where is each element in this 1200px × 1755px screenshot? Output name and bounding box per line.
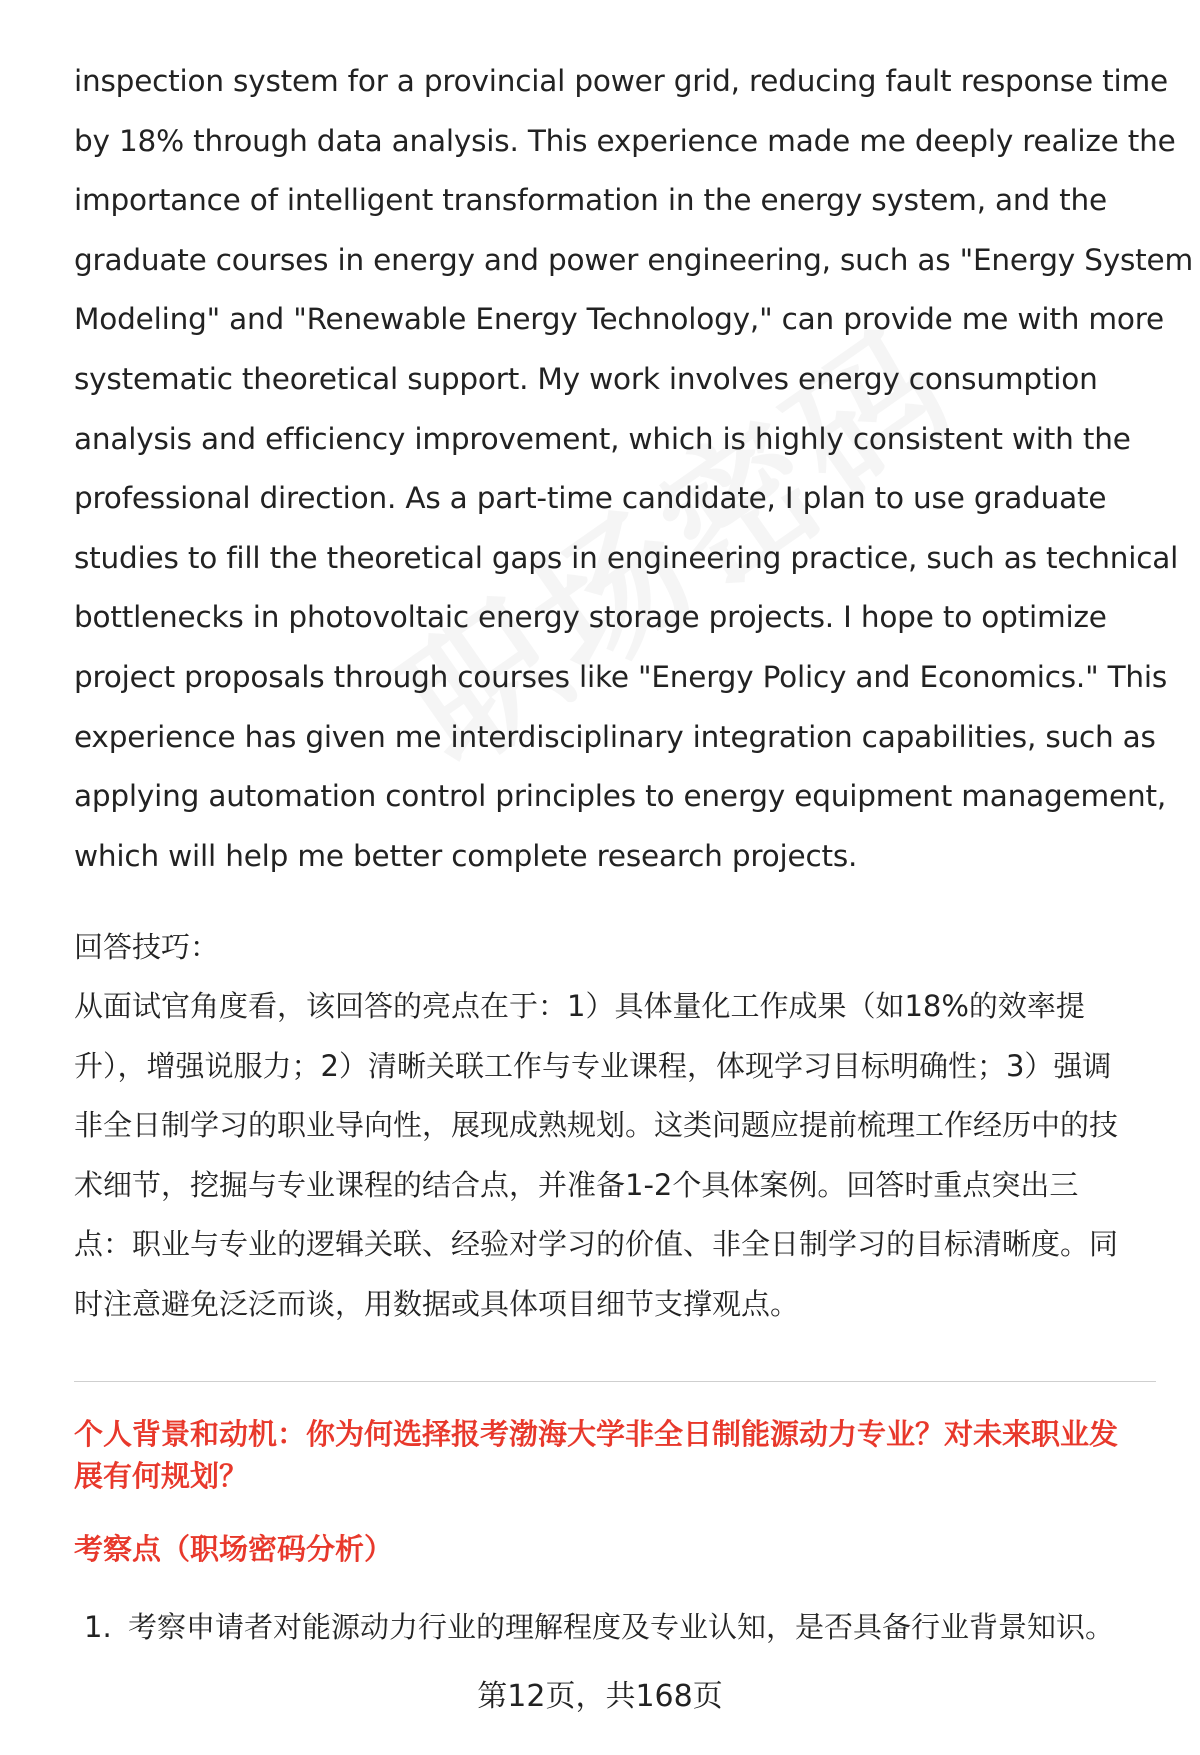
tips-line: 点：职业与专业的逻辑关联、经验对学习的价值、非全日制学习的目标清晰度。同 — [74, 1227, 1119, 1262]
answer-line: applying automation control principles to energy equipment management, — [74, 779, 1167, 814]
answer-line: inspection system for a provincial power grid, reducing fault response time — [74, 64, 1169, 98]
list-item-number: 1. — [84, 1610, 112, 1644]
tips-line: 术细节，挖掘与专业课程的结合点，并准备1-2个具体案例。回答时重点突出三 — [74, 1167, 1079, 1202]
answer-line: bottlenecks in photovoltaic energy storage projects. I hope to optimize — [74, 600, 1107, 635]
tips-line: 非全日制学习的职业导向性，展现成熟规划。这类问题应提前梳理工作经历中的技 — [74, 1108, 1119, 1143]
tips-paragraph — [74, 977, 1164, 1335]
assessment-heading: 考察点（职场密码分析） — [74, 1532, 394, 1566]
tips-line: 从面试官角度看，该回答的亮点在于：1）具体量化工作成果（如18%的效率提 — [74, 989, 1085, 1023]
page-number: 第12页，共168页 — [477, 1679, 723, 1714]
answer-paragraph — [74, 52, 1194, 886]
answer-line: experience has given me interdisciplinary integration capabilities, such as — [74, 719, 1156, 754]
answer-line: systematic theoretical support. My work involves energy consumption — [74, 361, 1098, 396]
question-line: 展有何规划？ — [74, 1459, 249, 1493]
answer-line: which will help me better complete research projects. — [74, 838, 858, 873]
list-item — [84, 1606, 1114, 1648]
list-item-text: 考察申请者对能源动力行业的理解程度及专业认知，是否具备行业背景知识。 — [128, 1610, 1115, 1644]
answer-line: project proposals through courses like "Energy Policy and Economics." This — [74, 659, 1168, 694]
tips-heading: 回答技巧： — [74, 930, 220, 964]
tips-line: 时注意避免泛泛而谈，用数据或具体项目细节支撑观点。 — [74, 1286, 800, 1321]
section-divider — [74, 1381, 1156, 1382]
question-heading — [74, 1413, 1164, 1497]
question-line: 个人背景和动机：你为何选择报考渤海大学非全日制能源动力专业？对未来职业发 — [74, 1417, 1119, 1451]
answer-line: analysis and efficiency improvement, which is highly consistent with the — [74, 421, 1131, 456]
answer-line: studies to fill the theoretical gaps in engineering practice, such as technical — [74, 540, 1179, 575]
answer-line: importance of intelligent transformation in the energy system, and the — [74, 183, 1107, 218]
answer-line: professional direction. As a part-time candidate, I plan to use graduate — [74, 481, 1107, 516]
answer-line: Modeling" and "Renewable Energy Technology," can provide me with more — [74, 302, 1165, 337]
assessment-list — [84, 1606, 1114, 1648]
tips-line: 升），增强说服力；2）清晰关联工作与专业课程，体现学习目标明确性；3）强调 — [74, 1048, 1112, 1083]
answer-line: by 18% through data analysis. This experience made me deeply realize the — [74, 123, 1176, 158]
answer-line: graduate courses in energy and power engineering, such as "Energy System — [74, 242, 1194, 277]
